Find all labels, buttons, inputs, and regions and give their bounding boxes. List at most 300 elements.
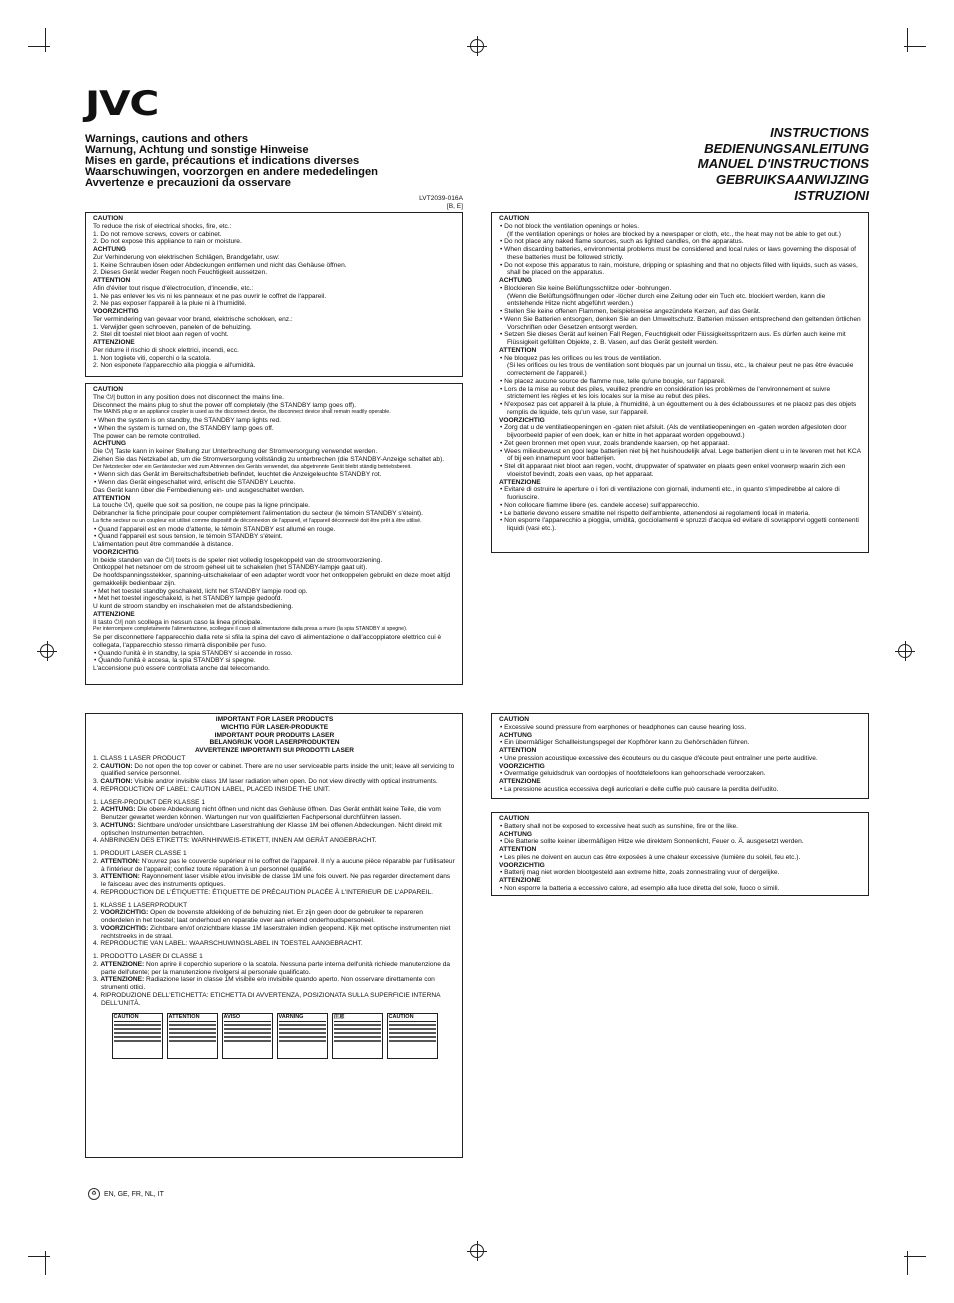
model-number: LVT2039-016A (419, 195, 463, 202)
laser-label-title: 注意 (334, 1015, 381, 1022)
paragraph: Ontkoppel het netsnoer om de stroom geheel uit te schakelen (het STANDBY-lampje gaat uit). (93, 564, 368, 572)
title-line: BEDIENUNGSANLEITUNG (704, 140, 869, 156)
item-text: Wenn das Gerät eingeschaltet wird, erlischt die STANDBY Leuchte. (98, 479, 296, 486)
bullet-item (93, 533, 456, 541)
paragraph: Ter vermindering van gevaar voor brand, elektrische schokken, enz.: (93, 315, 293, 323)
label-text-line (114, 1032, 161, 1034)
numbered-item: 4. ANBRINGEN DES ETIKETTS: WARNHINWEIS-ETIKETT, INNEN AM GERÄT ANGEBRACHT. (93, 837, 377, 845)
item-text: When discarding batteries, environmental problems must be considered and local rules or laws governing the disposal of these batteries must be followed strictly. (504, 246, 856, 261)
bullet-dot: • (500, 385, 505, 393)
laser-label-title: AVISO (224, 1015, 271, 1022)
paragraph: 2. Ne pas exposer l'appareil à la pluie ni à l'humidité. (93, 300, 247, 308)
item-keyword: ATTENTION: (100, 873, 140, 881)
bullet-dot: • (500, 486, 505, 494)
label-text-line (224, 1040, 271, 1042)
bullet-dot: • (94, 479, 99, 486)
label-text-line (279, 1040, 326, 1042)
laser-label-title: VARNING (279, 1015, 326, 1022)
bullet-item (499, 510, 862, 518)
item-text: Non collocare fiamme libere (es. candele accese) sull'apparecchio. (504, 501, 700, 509)
item-text: Ne placez aucune source de flamme nue, telle qu'une bougie, sur l'appareil. (504, 377, 726, 385)
bullet-item (499, 440, 862, 448)
section-heading: CAUTION (93, 215, 124, 222)
item-number: 3. (93, 976, 101, 984)
title-line: Waarschuwingen, voorzorgen en andere mededelingen (85, 166, 379, 178)
item-text: Evitare di ostruire le aperture o i fori di ventilazione con giornali, indumenti etc., in quanto s'impedirebbe al calore di fuoriuscire. (504, 486, 840, 501)
section-heading: VOORZICHTIG (499, 416, 545, 424)
item-text: Die obere Abdeckung nicht öffnen und nicht das Gehäuse öffnen. Das Gerät enthält keine Teile, die vom Benutzer gewartet werden können. Wartungen nur von qualifizierten Fachpersonal durchführen lassen. (101, 806, 441, 821)
bullet-item (499, 724, 862, 732)
label-text-line (389, 1024, 436, 1026)
item-text: Quando l'unità è accesa, la spia STANDBY si spegne. (98, 657, 256, 665)
bullet-dot: • (500, 246, 505, 253)
item-text: Sichtbare und/oder unsichtbare Laserstrahlung der Klasse 1M bei offenen Abdeckungen. Nicht direkt mit optischen Instrumenten betrachten. (101, 821, 442, 837)
numbered-item: 1. CLASS 1 LASER PRODUCT (93, 754, 186, 762)
item-text: Non esporre la batteria a eccessivo calore, ad esempio alla luce diretta del sole, fuoco o simili. (504, 884, 780, 892)
bullet-dot: • (500, 785, 505, 793)
paragraph: Se per disconnettere l'apparecchio dalla rete si sfila la spina del cavo di alimentazione o dall'accoppiatore elettrico cui è collegata, l'apparecchio stesso rimarrà disponibile per l'uso. (93, 634, 442, 649)
section-heading: ATTENTION (499, 346, 537, 354)
bullet-dot: • (94, 587, 99, 595)
numbered-item: 4. RIPRODUZIONE DELL'ETICHETTA: ETICHETTA DI AVVERTENZA, POSIZIONATA SULLA SUPERFICIE INTERNA DELL'UNITÀ. (93, 991, 441, 1007)
bullet-dot: • (94, 657, 99, 665)
paragraph: U kunt de stroom standby en inschakelen met de afstandsbediening. (93, 603, 294, 610)
laser-label-title: CAUTION (389, 1015, 436, 1022)
paragraph: 2. Non esponete l'apparecchio alla pioggia e all'umidità. (93, 362, 256, 370)
label-text-line (334, 1028, 381, 1030)
paragraph: De hoofdspanningsstekker, spanning-uitschakelaar of een adapter wordt voor het ontkoppelen gebruikt en deze moet altijd gemakkelijk bedienbaar zijn. (93, 572, 451, 587)
bullet-dot: • (500, 517, 505, 525)
bullet-item (93, 425, 456, 433)
crop-mark (28, 1256, 50, 1257)
label-text-line (334, 1032, 381, 1034)
item-text: Overmatige geluidsdruk van oordopjes of hoofdtelefoons kan gehoorschade veroorzaken. (504, 770, 766, 778)
bullet-dot: • (94, 424, 99, 432)
item-text: Blockieren Sie keine Belüftungsschlitze oder -bohrungen. (504, 284, 672, 292)
section-heading: ATTENZIONE (499, 877, 541, 884)
bullet-dot: • (500, 884, 505, 892)
label-text-line (279, 1024, 326, 1026)
bullet-dot: • (500, 501, 505, 509)
item-text: Quand l'appareil est sous tension, le témoin STANDBY s'éteint. (98, 533, 283, 541)
bullet-item (499, 285, 862, 293)
item-keyword: ATTENZIONE: (100, 960, 145, 968)
title-line: Warnung, Achtung und sonstige Hinweise (85, 144, 309, 156)
section-heading: ATTENTION (499, 846, 537, 853)
bullet-item (499, 316, 862, 332)
bullet-item (499, 885, 862, 893)
bullet-dot: • (94, 595, 99, 603)
item-text: Batterij mag niet worden blootgesteld aan extreme hitte, zoals zonnestraling vuur of dergelijke. (504, 869, 780, 877)
bullet-item (499, 238, 862, 246)
label-text-line (224, 1032, 271, 1034)
label-text-line (334, 1040, 381, 1042)
item-keyword: VOORZICHTIG: (100, 924, 149, 932)
paragraph: Die ⏻/| Taste kann in keiner Stellung zur Unterbrechung der Stromversorgung verwendet werden. (93, 448, 378, 455)
numbered-item (93, 873, 456, 889)
label-text-line (334, 1024, 381, 1026)
bullet-item (93, 479, 456, 487)
paragraph: 1. Verwijder geen schroeven, panelen of de behuizing. (93, 323, 252, 331)
section-heading: AVVERTENZE IMPORTANTI SUI PRODOTTI LASER (194, 747, 355, 754)
bullet-item (93, 417, 456, 425)
bullet-item (499, 786, 862, 794)
item-text: Ein übermäßiger Schallleistungspegel der Kopfhörer kann zu Gehörschäden führen. (504, 739, 750, 747)
laser-label (222, 1013, 273, 1059)
section-heading: VOORZICHTIG (499, 861, 545, 869)
section-heading: VOORZICHTIG (499, 762, 545, 770)
bullet-item (499, 869, 862, 877)
paragraph: The power can be remote controlled. (93, 432, 201, 440)
numbered-item (93, 925, 456, 941)
title-line: Mises en garde, précautions et indications diverses (85, 155, 360, 167)
bullet-dot: • (500, 331, 505, 339)
item-text: Visible and/or invisible class 1M laser radiation when open. Do not view directly with optical instruments. (132, 778, 438, 785)
paragraph: 2. Dieses Gerät weder Regen noch Feuchtigkeit aussetzen. (93, 269, 268, 277)
item-text: Non esporre l'apparecchio a pioggia, umidità, gocciolamenti e spruzzi d'acqua ed evitare di sovrapporvi oggetti contenenti liquidi (vasi etc.). (504, 517, 859, 532)
section-heading: VOORZICHTIG (93, 548, 139, 556)
bullet-item (499, 401, 862, 417)
bullet-item (499, 739, 862, 747)
paragraph: L'accensione può essere controllata anche dal telecomando. (93, 665, 270, 672)
bullet-dot: • (500, 822, 505, 830)
label-text-line (224, 1028, 271, 1030)
bullet-item (93, 650, 456, 658)
bullet-dot: • (94, 649, 99, 657)
paragraph: 2. Do not expose this appliance to rain or moisture. (93, 238, 242, 246)
numbered-item: 1. LASER-PRODUKT DER KLASSE 1 (93, 798, 206, 806)
item-text: Excessive sound pressure from earphones or headphones can cause hearing loss. (504, 723, 747, 731)
bullet-dot: • (94, 533, 99, 541)
paragraph: 1. Non togliete viti, coperchi o la scatola. (93, 354, 212, 362)
bullet-item (93, 526, 456, 534)
paragraph: Il tasto ⏻/| non scollega in nessun caso la linea principale. (93, 618, 263, 626)
item-text: La pressione acustica eccessiva degli auricolari e delle cuffie può causare la perdita dell'udito. (504, 785, 779, 793)
bullet-dot: • (500, 377, 505, 385)
item-text: Quand l'appareil est en mode d'attente, le témoin STANDBY est allumé en rouge. (98, 525, 336, 533)
item-text: Zet geen bronnen met open vuur, zoals brandende kaarsen, op het apparaat. (504, 439, 730, 447)
item-text: Lors de la mise au rebut des piles, veuillez prendre en considération les problèmes de l'environnement et suivre strictement les règles et les lois locales sur la mise au rebut des piles. (504, 385, 831, 401)
section-heading: ACHTUNG (499, 731, 532, 739)
bullet-continuation: (Si les orifices ou les trous de ventilation sont bloqués par un journal un tissu, etc., la chaleur peut ne pas être évacuée correctement de l'appareil.) (507, 362, 854, 377)
bullet-item (93, 471, 456, 479)
fine-print: Per interrompere completamente l'alimentazione, scollegare il cavo di alimentazione dalla presa a muro (la spia STANDBY si spegne). (93, 626, 408, 633)
bullet-item (499, 308, 862, 316)
numbered-item (93, 909, 456, 925)
item-text: N'ouvrez pas le couvercle supérieur ni le coffret de l'appareil. Il n'y a aucune pièce réparable par l'utilisateur à l'intérieur de l'appareil; confiez toute réparation à un personnel qualifié. (101, 857, 455, 873)
registration-mark-icon (470, 39, 484, 53)
title-right (698, 125, 869, 204)
item-text: Zorg dat u de ventilatieopeningen en -gaten niet afsluit. (Als de ventilatieopeningen en -gaten worden afgesloten door bijvoorbeeld papier of een doek, kan er hitte in het apparaat worden opgebouwd.) (504, 424, 847, 439)
bullet-item (499, 463, 862, 479)
bullet-dot: • (500, 308, 505, 315)
label-text-line (389, 1028, 436, 1030)
numbered-item: 1. PRODUIT LASER CLASSE 1 (93, 850, 187, 857)
numbered-item: 4. REPRODUCTION DE L'ÉTIQUETTE: ÉTIQUETTE DE PRÉCAUTION PLACÉE À L'INTERIEUR DE L'APPAREIL. (93, 888, 433, 896)
bullet-dot: • (500, 222, 505, 230)
bullet-dot: • (500, 739, 505, 747)
section-heading: VOORZICHTIG (93, 308, 139, 315)
section-heading: IMPORTANT POUR PRODUITS LASER (214, 731, 335, 739)
item-text: Le batterie devono essere smaltite nel rispetto dell'ambiente, attenendosi ai regolamenti locali in materia. (504, 509, 810, 517)
paragraph: 1. Keine Schrauben lösen oder Abdeckungen entfernen und nicht das Gehäuse öffnen. (93, 261, 347, 269)
bullet-item (499, 331, 862, 347)
registration-mark-icon (470, 1244, 484, 1258)
paragraph: Débrancher la fiche principale pour couper complètement l'alimentation du secteur (le témoin STANDBY s'éteint). (93, 510, 423, 517)
label-text-line (114, 1036, 161, 1038)
laser-label (277, 1013, 328, 1059)
laser-label (332, 1013, 383, 1059)
bullet-dot: • (500, 439, 505, 447)
numbered-item: 4. REPRODUCTIE VAN LABEL: WAARSCHUWINGSLABEL IN TOESTEL AANGEBRACHT. (93, 940, 363, 948)
title-line: ISTRUZIONI (794, 187, 869, 203)
item-number: 3. (93, 873, 101, 881)
label-text-line (279, 1036, 326, 1038)
numbered-item (93, 976, 456, 992)
section-heading: ACHTUNG (93, 246, 126, 253)
item-number: 2. (93, 762, 101, 770)
paragraph: Per ridurre il rischio di shock elettrici, incendi, ecc. (93, 346, 239, 354)
section-heading: CAUTION (499, 215, 530, 222)
item-keyword: ATTENZIONE: (100, 976, 145, 984)
item-text: Une pression acoustique excessive des écouteurs ou du casque d'écoute peut entraîner une perte auditive. (504, 754, 818, 762)
bullet-item (499, 246, 862, 262)
numbered-item (93, 778, 456, 786)
item-text: Met het toestel standby geschakeld, licht het STANDBY lampje rood op. (98, 587, 308, 595)
title-line: INSTRUCTIONS (770, 125, 869, 140)
model-code (406, 195, 463, 211)
item-keyword: VOORZICHTIG: (100, 909, 149, 917)
bullet-dot: • (500, 770, 505, 778)
bullet-item (499, 755, 862, 763)
label-text-line (169, 1028, 216, 1030)
bullet-dot: • (500, 447, 505, 455)
label-text-line (169, 1040, 216, 1042)
bullet-item (499, 770, 862, 778)
bullet-continuation: (Wenn die Belüftungsöffnungen oder -löcher durch eine Zeitung oder ein Tuch etc. blockiert werden, kann die entstehende Hitze nicht abgeführt werden.) (507, 292, 826, 308)
jvc-logo: JVC (85, 84, 159, 124)
crop-mark (907, 28, 908, 52)
item-keyword: ATTENTION: (100, 857, 140, 865)
item-text: Die Batterie sollte keiner übermäßigen Hitze wie direktem Sonnenlicht, Feuer o. Ä. ausgesetzt werden. (504, 838, 804, 846)
bullet-item (499, 378, 862, 386)
bullet-item (499, 838, 862, 846)
label-text-line (334, 1036, 381, 1038)
section-heading: ACHTUNG (499, 830, 532, 838)
bullet-item (499, 823, 862, 831)
section-heading: ATTENZIONE (499, 478, 541, 486)
bullet-item (93, 657, 456, 665)
paragraph: La touche ⏻/|, quelle que soit sa position, ne coupe pas la ligne principale. (93, 502, 310, 510)
item-number: 2. (93, 857, 101, 865)
fine-print: The MAINS plug or an appliance coupler is used as the disconnect device, the disconnect device shall remain readily operable. (93, 409, 391, 416)
item-number: 2. (93, 806, 101, 814)
laser-product-text (93, 716, 456, 1007)
registration-mark-icon (40, 644, 54, 658)
bullet-dot: • (500, 238, 505, 246)
bullet-dot: • (500, 509, 505, 517)
section-heading: ATTENTION (93, 277, 131, 284)
paragraph: 1. Ne pas enlever les vis ni les panneaux et ne pas ouvrir le coffret de l'appareil. (93, 292, 327, 300)
item-number: 2. (93, 960, 101, 968)
bullet-dot: • (500, 401, 505, 408)
section-heading: ATTENZIONE (93, 339, 135, 346)
item-text: Stel dit apparaat niet bloot aan regen, vocht, druppwater of spatwater en plaats geen enkel voorwerp waarin zich een vloeistof bevindt, zoals een vaas, op het apparaat. (504, 463, 846, 478)
section-heading: ATTENZIONE (499, 778, 541, 785)
item-text: Do not place any naked flame sources, such as lighted candles, on the apparatus. (504, 238, 744, 246)
label-text-line (279, 1032, 326, 1034)
title-line: Warnings, cautions and others (85, 133, 249, 145)
section-heading: ATTENZIONE (93, 610, 135, 618)
bullet-dot: • (94, 471, 99, 479)
label-text-line (169, 1024, 216, 1026)
label-text-line (114, 1024, 161, 1026)
bullet-dot: • (94, 525, 99, 533)
paragraph: Zur Verhinderung von elektrischen Schlägen, Brandgefahr, usw: (93, 253, 280, 261)
laser-label-title: CAUTION (114, 1015, 161, 1022)
paragraph: Afin d'éviter tout risque d'électrocution, d'incendie, etc.: (93, 284, 254, 292)
bullet-item (499, 448, 862, 464)
bullet-dot: • (500, 463, 505, 470)
item-text: Met het toestel ingeschakeld, is het STANDBY lampje gedoofd. (98, 595, 283, 603)
section-heading: CAUTION (499, 815, 530, 822)
laser-label (387, 1013, 438, 1059)
numbered-item (93, 858, 456, 874)
item-text: N'exposez pas cet appareil à la pluie, à l'humidité, à un égouttement ou à des éclaboussures et ne placez pas des objets remplis de liquide, tels qu'un vase, sur l'appareil. (504, 401, 857, 416)
bullet-item (499, 502, 862, 510)
crop-mark (45, 1251, 46, 1275)
item-number: 3. (93, 778, 101, 785)
bullet-dot: • (500, 754, 505, 762)
item-keyword: CAUTION: (100, 762, 133, 770)
caution-box-hearing (491, 713, 869, 799)
laser-label-images (93, 1013, 456, 1059)
item-text: Quando l'unità è in standby, la spia STANDBY si accende in rosso. (98, 649, 293, 657)
item-text: Rayonnement laser visible et/ou invisible de classe 1M une fois ouvert. Ne pas regarder directement dans le faisceau avec des instruments optiques. (101, 873, 451, 888)
caution-box-ventilation (491, 212, 869, 553)
bullet-dot: • (500, 853, 505, 861)
section-heading: IMPORTANT FOR LASER PRODUCTS (215, 716, 334, 723)
item-text: When the system is on standby, the STANDBY lamp lights red. (98, 417, 282, 424)
label-text-line (169, 1036, 216, 1038)
crop-mark (45, 28, 46, 52)
item-number: 2. (93, 909, 101, 917)
item-text: When the system is turned on, the STANDBY lamp goes off. (98, 424, 274, 432)
item-text: Stellen Sie keine offenen Flammen, beispielsweise angezündete Kerzen, auf das Gerät. (504, 308, 761, 315)
label-text-line (224, 1036, 271, 1038)
bullet-item (499, 223, 862, 231)
paragraph: 2. Stel dit toestel niet bloot aan regen of vocht. (93, 331, 229, 339)
section-heading: ATTENTION (93, 494, 131, 502)
section-heading: WICHTIG FÜR LASER-PRODUKTE (220, 723, 329, 731)
item-text: Do not block the ventilation openings or holes. (504, 222, 640, 230)
title-line: GEBRUIKSAANWIJZING (715, 172, 869, 188)
section-heading: ACHTUNG (93, 440, 126, 448)
bullet-dot: • (500, 284, 505, 292)
bullet-item (499, 517, 862, 533)
bullet-item (93, 588, 456, 596)
item-text: Do not expose this apparatus to rain, moisture, dripping or splashing and that no objects filled with liquids, such as vases, shall be placed on the apparatus. (504, 261, 858, 277)
section-heading: BELANGRIJK VOOR LASERPRODUKTEN (209, 739, 340, 747)
bullet-dot: • (500, 261, 505, 269)
numbered-item: 4. REPRODUCTION OF LABEL: CAUTION LABEL, PLACED INSIDE THE UNIT. (93, 785, 330, 793)
bullet-dot: • (500, 723, 505, 731)
item-text: Radiazione laser in classe 1M visibile e/o invisibile quando aperto. Non osservare direttamente con strumenti ottici. (101, 976, 435, 991)
bullet-dot: • (500, 354, 505, 362)
laser-label (112, 1013, 163, 1059)
label-text-line (114, 1028, 161, 1030)
caution-box-power (85, 383, 463, 685)
paragraph: L'alimentation peut être commandée à distance. (93, 541, 234, 548)
numbered-item: 1. KLASSE 1 LASERPRODUKT (93, 901, 188, 909)
bullet-continuation: (If the ventilation openings or holes are blocked by a newspaper or cloth, etc., the heat may not be able to get out.) (507, 230, 841, 238)
numbered-item (93, 763, 456, 779)
title-left (85, 134, 378, 189)
caution-box-battery (491, 812, 869, 896)
crop-mark (907, 1251, 908, 1275)
paragraph: In beide standen van de ⏻/| toets is de speler niet volledig losgekoppeld van de stroomvoorziening. (93, 556, 383, 564)
bullet-dot: • (94, 417, 99, 424)
item-number: 3. (93, 821, 101, 829)
paragraph: Ziehen Sie das Netzkabel ab, um die Stromversorgung vollständig zu unterbrechen (die STANDBY-Anzeige schaltet ab). (93, 455, 445, 463)
item-number: 3. (93, 924, 101, 932)
bullet-item (499, 386, 862, 402)
item-text: Non aprire il coperchio superiore o la scatola. Nessuna parte interna dell'unità richiede manutenzione da parte dell'utente; per la manutenzione rivolgersi al personale qualificato. (101, 960, 451, 976)
numbered-item (93, 806, 456, 822)
title-line: MANUEL D'INSTRUCTIONS (697, 156, 869, 172)
language-codes: EN, GE, FR, NL, IT (104, 1190, 164, 1198)
numbered-item: 1. PRODOTTO LASER DI CLASSE 1 (93, 953, 203, 960)
crop-mark (28, 46, 50, 47)
label-text-line (389, 1032, 436, 1034)
fine-print: La fiche secteur ou un coupleur est utilisé comme dispositif de déconnexion de l'appareil, et l'appareil déconnecté doit être prêt à être utilisé. (93, 517, 422, 524)
item-text: Open de bovenste afdekking of de behuizing niet. Er zijn geen door de gebruiker te repareren onderdelen in het toestel; laat onderhoud en reparatie over aan erkend onderhoudspersoneel. (101, 909, 423, 924)
label-text-line (389, 1040, 436, 1042)
paragraph: 1. Do not remove screws, covers or cabinet. (93, 230, 222, 238)
section-heading: CAUTION (499, 716, 530, 723)
laser-product-box (85, 713, 463, 1158)
paragraph: Disconnect the mains plug to shut the power off completely (the STANDBY lamp goes off). (93, 401, 357, 409)
bullet-dot: • (500, 424, 505, 432)
label-text-line (114, 1040, 161, 1042)
paragraph: To reduce the risk of electrical shocks, fire, etc.: (93, 222, 232, 230)
label-text-line (169, 1032, 216, 1034)
fine-print: Der Netzstecker oder ein Gerätestecker wird zum Abtrennen des Geräts verwendet, das abgetrennte Gerät bleibt ständig betriebsbereit. (93, 463, 412, 470)
section-heading: CAUTION (93, 386, 124, 393)
bullet-item (499, 262, 862, 278)
bullet-dot: • (500, 838, 505, 846)
bullet-item (499, 486, 862, 502)
bullet-item (499, 424, 862, 440)
bullet-item (499, 355, 862, 363)
bullet-dot: • (500, 869, 505, 877)
section-heading: ATTENTION (499, 747, 537, 754)
numbered-item (93, 822, 456, 838)
item-text: Wees milieubewust en gooi lege batterijen niet bij het huishoudelijk afval. Lege batterijen dient u in te leveren met het KCA of bij een innamepunt voor batterijen. (504, 447, 861, 463)
recycle-icon: ♻ (88, 1188, 100, 1200)
item-keyword: ACHTUNG: (100, 821, 136, 829)
bullet-item (499, 854, 862, 862)
laser-label (167, 1013, 218, 1059)
item-text: Les piles ne doivent en aucun cas être exposées à une chaleur excessive (lumière du soleil, feu etc.). (504, 853, 801, 861)
section-heading: ACHTUNG (499, 277, 532, 284)
model-region: [B, E] (446, 203, 463, 210)
item-keyword: CAUTION: (100, 778, 133, 785)
item-keyword: ACHTUNG: (100, 806, 136, 814)
title-line: Avvertenze e precauzioni da osservare (85, 177, 292, 189)
item-text: Wenn sich das Gerät im Bereitschaftsbetrieb befindet, leuchtet die Anzeigeleuchte STANDBY rot. (98, 471, 382, 479)
language-footer (88, 1188, 164, 1200)
